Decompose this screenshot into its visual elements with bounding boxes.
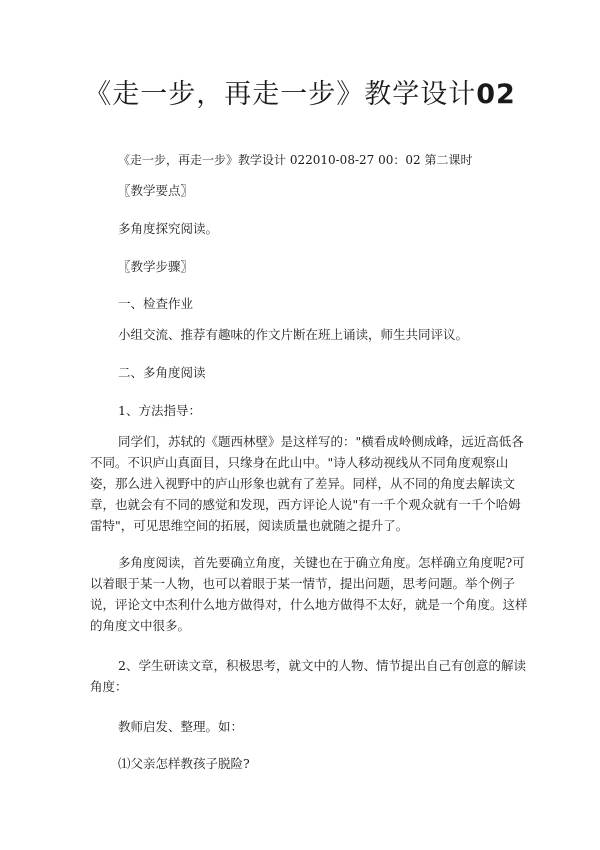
title-code: 02 [476, 79, 516, 110]
step1-heading: 一、检查作业 [118, 296, 194, 311]
title-text: 《走一步，再走一步》教学设计 [84, 79, 477, 110]
method-heading: 1、方法指导： [118, 403, 201, 418]
key-points-text: 多角度探究阅读。 [118, 221, 219, 236]
step2-heading: 二、多角度阅读 [118, 365, 206, 380]
question-1: ⑴父亲怎样教孩子脱险? [118, 756, 250, 771]
paragraph-1: 同学们，苏轼的《题西林壁》是这样写的："横看成岭侧成峰，远近高低各不同。不识庐山真面目，只缘身在此山中。"诗人移动视线从不同角度观察山姿，那么进入视野中的庐山形象也就有了差异。同样，从不同的角度去解读文章，也就会有不同的感觉和发现，西方评论人说"有一千个观众就有一千个哈姆雷特"，可见思维空间的拓展，阅读质量也就随之提升了。 [90, 434, 524, 533]
teacher-line: 教师启发、整理。如： [118, 719, 244, 734]
paragraph-2: 多角度阅读，首先要确立角度，关键也在于确立角度。怎样确立角度呢?可以着眼于某一人物，也可以着眼于某一情节，提出问题，思考问题。举个例子说，评论文中杰利什么地方做得对，什么地方做得不太好，就是一个角度。这样的角度文中很多。 [90, 555, 528, 633]
document-title [0, 72, 600, 111]
paragraph-3: 2、学生研读文章，积极思考，就文中的人物、情节提出自己有创意的解读角度： [90, 658, 526, 694]
meta-line: 《走一步，再走一步》教学设计 022010-08-27 00：02 第二课时 [118, 153, 473, 167]
section-key-points: 〖教学要点〗 [118, 183, 194, 198]
section-steps: 〖教学步骤〗 [118, 259, 194, 274]
step1-text: 小组交流、推荐有趣味的作文片断在班上诵读，师生共同评议。 [118, 327, 469, 342]
